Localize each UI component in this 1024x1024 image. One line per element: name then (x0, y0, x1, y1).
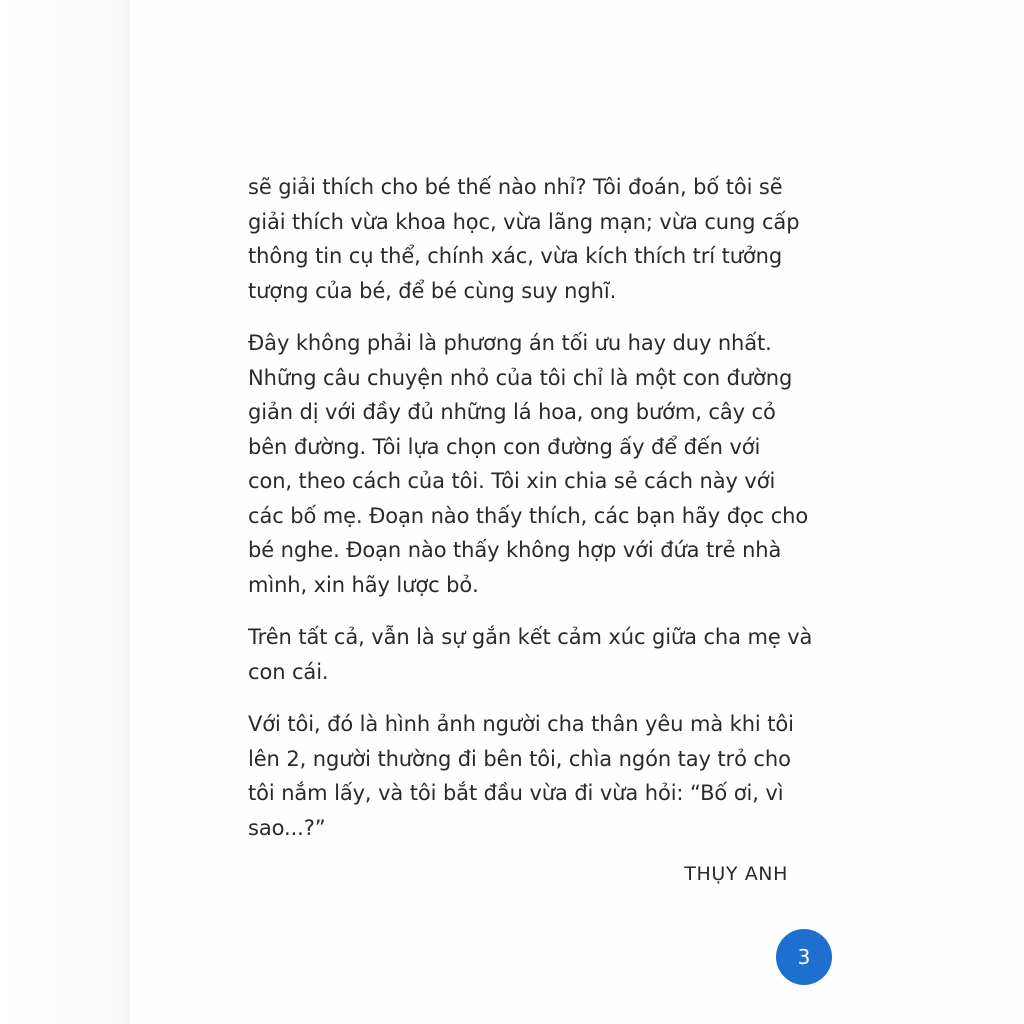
text-line: bên đường. Tôi lựa chọn con đường ấy để đến với (248, 434, 761, 459)
author-signature: THỤY ANH (684, 863, 788, 885)
paragraph-3 (248, 620, 813, 689)
text-line: giản dị với đầy đủ những lá hoa, ong bướm, cây cỏ (248, 400, 776, 424)
text-line: Với tôi, đó là hình ảnh người cha thân yêu mà khi tôi (248, 712, 794, 736)
page-number-badge: 3 (776, 929, 832, 985)
text-line: bé nghe. Đoạn nào thấy không hợp với đứa trẻ nhà (248, 538, 782, 562)
text-line: con, theo cách của tôi. Tôi xin chia sẻ cách này với (248, 469, 776, 493)
paragraph-2 (248, 326, 808, 602)
text-line: tôi nắm lấy, và tôi bắt đầu vừa đi vừa hỏi: “Bố ơi, vì (248, 781, 784, 805)
paragraph-4 (248, 707, 808, 845)
paragraph-1 (248, 170, 808, 308)
text-line: giải thích vừa khoa học, vừa lãng mạn; vừa cung cấp (248, 209, 800, 234)
body-text (248, 170, 813, 863)
text-line: lên 2, người thường đi bên tôi, chìa ngón tay trỏ cho (248, 746, 791, 771)
text-line: sao...?” (248, 815, 326, 840)
text-line: Trên tất cả, vẫn là sự gắn kết cảm xúc giữa cha mẹ và (248, 625, 813, 649)
page-gutter-shade (0, 0, 130, 1024)
text-line: Đây không phải là phương án tối ưu hay duy nhất. (248, 331, 772, 355)
text-line: các bố mẹ. Đoạn nào thấy thích, các bạn hãy đọc cho (248, 503, 809, 528)
text-line: sẽ giải thích cho bé thế nào nhỉ? Tôi đoán, bố tôi sẽ (248, 175, 783, 199)
text-line: Những câu chuyện nhỏ của tôi chỉ là một con đường (248, 365, 793, 390)
text-line: con cái. (248, 659, 329, 684)
text-line: thông tin cụ thể, chính xác, vừa kích thích trí tưởng (248, 244, 783, 268)
text-line: mình, xin hãy lược bỏ. (248, 572, 479, 597)
text-line: tượng của bé, để bé cùng suy nghĩ. (248, 278, 617, 303)
